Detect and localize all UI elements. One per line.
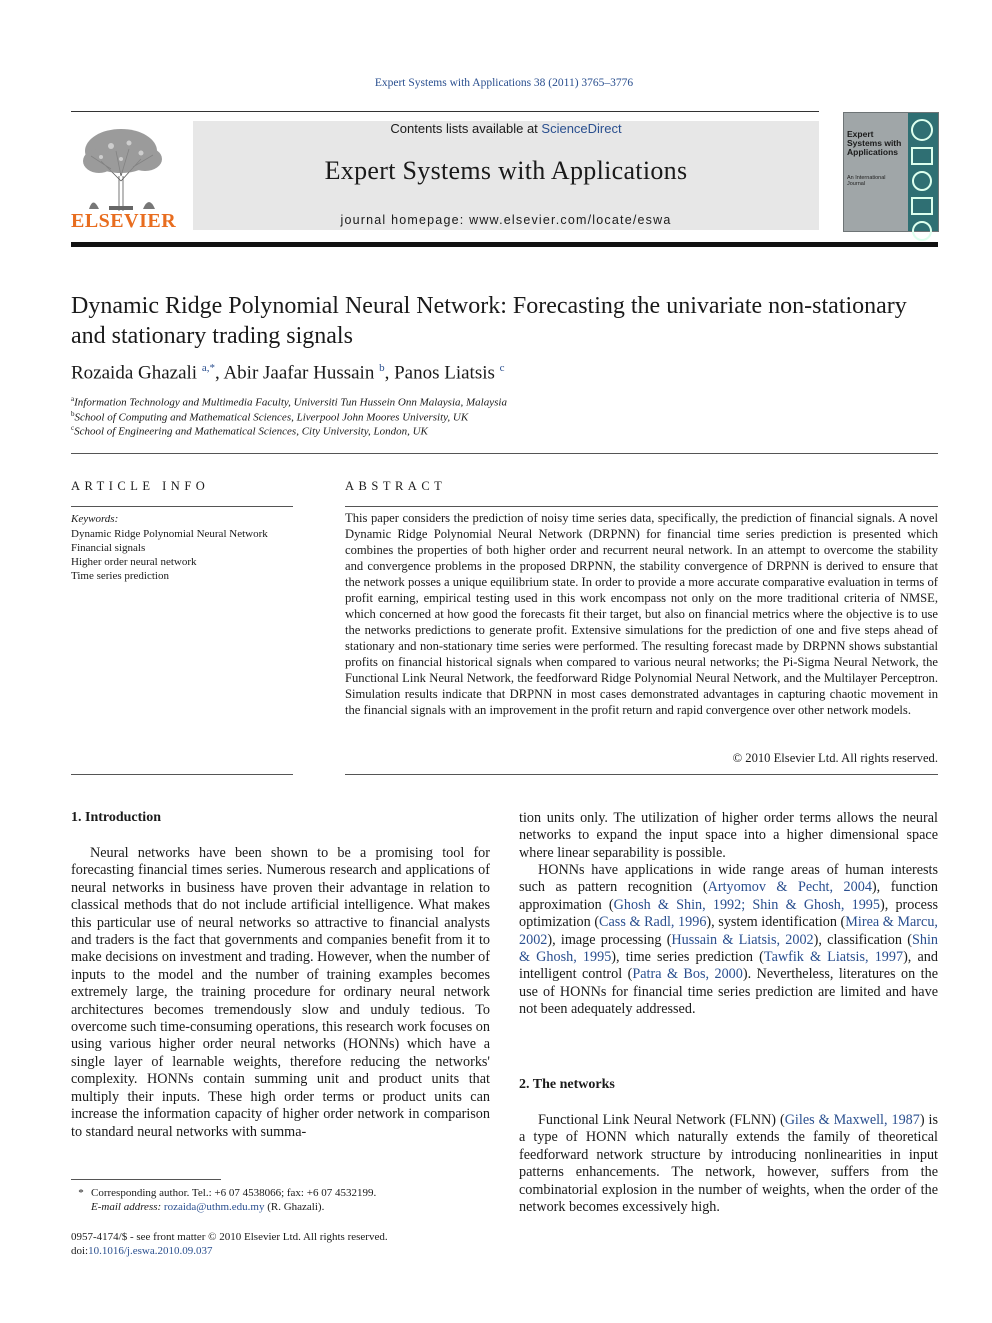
affiliation-text: School of Engineering and Mathematical Sciences, City University, London, UK bbox=[74, 425, 428, 438]
contents-line bbox=[193, 121, 819, 136]
citation-link[interactable]: Tawfik & Liatsis, 1997 bbox=[763, 949, 904, 966]
introduction-heading: 1. Introduction bbox=[71, 810, 161, 825]
issn-line: 0957-4174/$ - see front matter © 2010 Elsevier Ltd. All rights reserved. bbox=[71, 1231, 388, 1243]
citation-link[interactable]: Shin & Ghosh, 1995 bbox=[519, 931, 938, 966]
cover-subtitle: An International Journal bbox=[847, 175, 886, 187]
header-thick-rule bbox=[71, 242, 938, 247]
contents-prefix: Contents lists available at bbox=[390, 121, 542, 136]
text: ) is a type of HONN which naturally extends the family of theoretical feedforward network structure by introducing nonlinearities in input patterns enhancements. The network, however, suffers from the combinatorial explosion in the number of weights, when the order of the network becomes excessively high. bbox=[519, 1112, 939, 1216]
journal-citation[interactable]: Expert Systems with Applications 38 (2011) 3765–3776 bbox=[374, 77, 634, 89]
abstract-text: This paper considers the prediction of noisy time series data, specifically, the prediction of financial signals. A novel Dynamic Ridge Polynomial Neural Network (DRPNN) for financial time series prediction is presented which combines the properties of both higher order and recurrent neural network. In an attempt to overcome the stability and convergence problems in the proposed DRPNN, the stability convergence of DRPNN is derived to ensure that the network posses a unique equilibrium state. In order to provide a more accurate comparative evaluation in terms of profit earning, empirical testing used in this work encompass not only on the more traditional criteria of NMSE, which concerned at how good the forecasts fit their target, but also on financial metrics where the objective is to use the networks predictions to generate profit. Extensive simulations for the prediction of one and five steps ahead of stationary and non-stationary time series were performed. The resulting forecast made by DRPNN shows substantial profits on financial historical signals when compared to various neural networks; the Pi-Sigma Neural Network, the Functional Link Neural Network, the feedforward Ridge Polynomial Neural Network, and the Multilayer Perceptron. Simulation results indicate that DRPNN in most cases demonstrated advantages in capturing chaotic movement in the financial signals with an improvement in the profit return and rapid convergence over other network models. bbox=[345, 511, 938, 717]
honn-applications-paragraph bbox=[519, 862, 938, 1019]
journal-title: Expert Systems with Applications bbox=[324, 156, 688, 185]
author-separator: , bbox=[214, 362, 224, 384]
text: ), system identification ( bbox=[706, 914, 846, 931]
citation-link[interactable]: Mirea & Marcu, 2002 bbox=[519, 914, 938, 948]
networks-heading: 2. The networks bbox=[519, 1077, 615, 1092]
citation-link[interactable]: Cass & Radl, 1996 bbox=[599, 914, 707, 931]
keywords-label: Keywords: bbox=[71, 513, 119, 525]
sciencedirect-link[interactable]: ScienceDirect bbox=[541, 121, 622, 136]
author-name: Abir Jaafar Hussain bbox=[223, 362, 375, 384]
affiliation-text: Information Technology and Multimedia Faculty, Universiti Tun Hussein Onn Malaysia, Malaysia bbox=[74, 396, 507, 409]
keyword: Higher order neural network bbox=[71, 556, 197, 568]
cover-icons bbox=[910, 117, 934, 227]
keyword: Time series prediction bbox=[71, 570, 169, 582]
abstract-copyright: © 2010 Elsevier Ltd. All rights reserved. bbox=[732, 751, 938, 765]
networks-paragraph bbox=[519, 1112, 938, 1216]
author-name: Rozaida Ghazali bbox=[71, 362, 198, 384]
affiliation bbox=[71, 395, 507, 409]
text: ), image processing ( bbox=[547, 931, 672, 948]
abstract-bottom-rule bbox=[345, 774, 938, 775]
email-note bbox=[91, 1200, 324, 1215]
author-list bbox=[71, 362, 505, 384]
corresponding-text: Corresponding author. Tel.: +6 07 4538066; fax: +6 07 4532199. bbox=[91, 1187, 377, 1199]
header-rule bbox=[71, 111, 819, 112]
journal-homepage[interactable]: journal homepage: www.elsevier.com/locate/eswa bbox=[340, 213, 672, 227]
footnote-rule bbox=[71, 1179, 221, 1180]
article-info-heading: ARTICLE INFO bbox=[71, 479, 210, 493]
text: ), process optimization ( bbox=[519, 896, 938, 931]
introduction-paragraph: Neural networks have been shown to be a promising tool for forecasting financial times series. Numerous research and applications of neural networks in business have proven their advantage in relation to classical methods that do not include artificial intelligence. What makes this particular use of neural networks so attractive to financial analysts and traders is the fact that governments and companies benefit from it to make decisions on investment and trading. However, when the number of inputs to the model and the number of training examples becomes extremely large, the training procedure for ordinary neural network architectures becomes tremendously slow and unduly tedious. To overcome such time-consuming operations, this research work focuses on using various higher order neural networks (HONNs) which have a single layer of learnable weights, therefore reducing the networks' complexity. HONNs contain summing unit and product units that multiply their inputs. These high order terms or product units can increase the information capacity of higher order network in comparison to standard neural networks with summa- bbox=[71, 845, 490, 1140]
keyword: Dynamic Ridge Polynomial Neural Network bbox=[71, 528, 268, 540]
article-info-bottom-rule bbox=[71, 774, 293, 775]
email-suffix: (R. Ghazali). bbox=[264, 1201, 325, 1213]
affiliation-mark: b bbox=[71, 410, 75, 418]
text: Functional Link Neural Network (FLNN) ( bbox=[538, 1112, 785, 1128]
affiliation bbox=[71, 424, 428, 438]
introduction-paragraph-continued: tion units only. The utilization of higher order terms allows the neural networks to expand the input space into a higher dimensional space where linear separability is possible. bbox=[519, 810, 938, 861]
text: ), function approximation ( bbox=[519, 879, 938, 913]
affiliation-mark: c bbox=[71, 424, 75, 432]
author-affiliation-mark[interactable]: a,* bbox=[201, 362, 215, 374]
corresponding-author-note bbox=[71, 1186, 376, 1201]
affiliation-mark: a bbox=[71, 395, 75, 403]
text: ), classification ( bbox=[813, 931, 912, 948]
footnote-marker: * bbox=[78, 1187, 84, 1199]
doi-label: doi: bbox=[71, 1245, 89, 1257]
affiliation bbox=[71, 410, 468, 424]
citation-link[interactable]: Patra & Bos, 2000 bbox=[632, 966, 743, 983]
author-affiliation-mark[interactable]: c bbox=[499, 362, 505, 374]
citation-link[interactable]: Artyomov & Pecht, 2004 bbox=[707, 879, 872, 896]
author-affiliation-mark[interactable]: b bbox=[379, 362, 385, 374]
email-link[interactable]: rozaida@uthm.edu.my bbox=[163, 1201, 265, 1213]
author-separator: , bbox=[384, 362, 395, 384]
section-rule bbox=[71, 453, 938, 454]
email-label: E-mail address: bbox=[91, 1201, 164, 1213]
text: ), and intelligent control ( bbox=[519, 949, 938, 983]
doi-link[interactable]: 10.1016/j.eswa.2010.09.037 bbox=[88, 1245, 213, 1257]
affiliation-text: School of Computing and Mathematical Sciences, Liverpool John Moores University, UK bbox=[74, 411, 469, 424]
text: ). Nevertheless, literatures on the use of HONNs for financial time series prediction are limited and have not been adequately addressed. bbox=[519, 966, 938, 1018]
keyword: Financial signals bbox=[71, 542, 146, 554]
elsevier-wordmark: ELSEVIER bbox=[71, 210, 177, 232]
citation-link[interactable]: Hussain & Liatsis, 2002 bbox=[671, 931, 814, 948]
article-info-rule bbox=[71, 506, 293, 507]
abstract-rule bbox=[345, 506, 938, 507]
citation-link[interactable]: Giles & Maxwell, 1987 bbox=[784, 1112, 920, 1128]
abstract-heading: ABSTRACT bbox=[345, 479, 447, 493]
citation-link[interactable]: Ghosh & Shin, 1992; Shin & Ghosh, 1995 bbox=[613, 896, 880, 913]
article-title: Dynamic Ridge Polynomial Neural Network: Forecasting the univariate non-stationary and stationary trading signals bbox=[71, 293, 907, 349]
author-name: Panos Liatsis bbox=[394, 362, 495, 384]
cover-title: Expert Systems with Applications bbox=[847, 129, 902, 157]
doi-line bbox=[71, 1244, 212, 1259]
text: ), time series prediction ( bbox=[611, 949, 764, 966]
text: HONNs have applications in wide range areas of human interests such as pattern recognition ( bbox=[519, 862, 938, 896]
